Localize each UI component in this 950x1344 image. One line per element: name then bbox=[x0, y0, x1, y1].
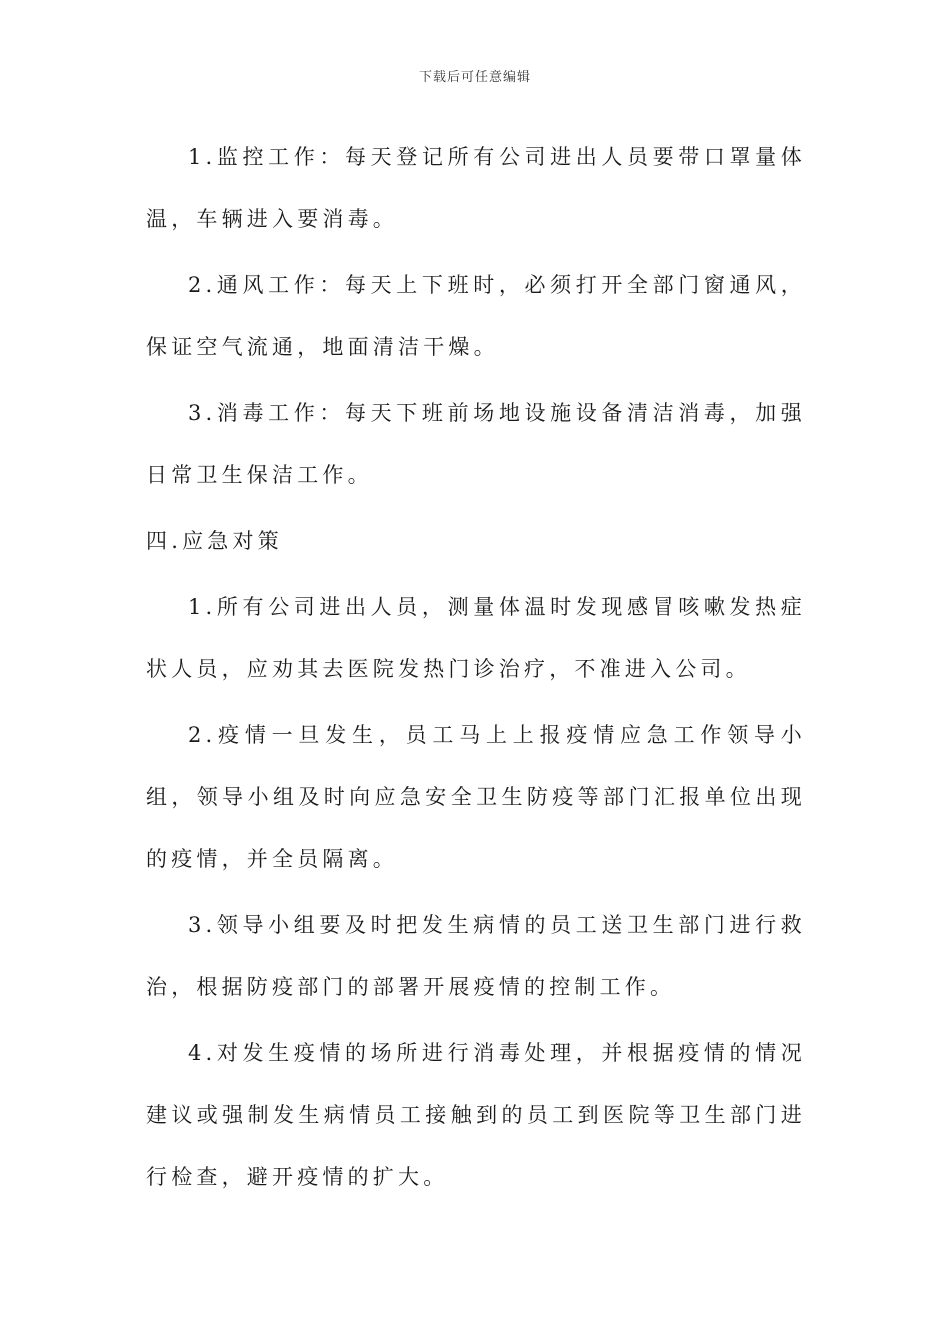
paragraph-monitoring: 1.监控工作：每天登记所有公司进出人员要带口罩量体温，车辆进入要消毒。 bbox=[146, 145, 806, 231]
paragraph-emergency-2: 2.疫情一旦发生，员工马上上报疫情应急工作领导小组，领导小组及时向应急安全卫生防疫等部门汇报单位出现的疫情，并全员隔离。 bbox=[146, 723, 806, 871]
document-body bbox=[146, 126, 806, 1212]
header-note: 下载后可任意编辑 bbox=[418, 70, 531, 85]
paragraph-ventilation: 2.通风工作：每天上下班时，必须打开全部门窗通风，保证空气流通，地面清洁干燥。 bbox=[146, 273, 806, 359]
paragraph-disinfection: 3.消毒工作：每天下班前场地设施设备清洁消毒，加强日常卫生保洁工作。 bbox=[146, 401, 806, 487]
paragraph-emergency-4: 4.对发生疫情的场所进行消毒处理，并根据疫情的情况建议或强制发生病情员工接触到的员工到医院等卫生部门进行检查，避开疫情的扩大。 bbox=[146, 1041, 806, 1189]
section-heading-emergency: 四.应急对策 bbox=[146, 529, 283, 553]
paragraph-emergency-1: 1.所有公司进出人员，测量体温时发现感冒咳嗽发热症状人员，应劝其去医院发热门诊治疗，不准进入公司。 bbox=[146, 595, 806, 681]
paragraph-emergency-3: 3.领导小组要及时把发生病情的员工送卫生部门进行救治，根据防疫部门的部署开展疫情的控制工作。 bbox=[146, 913, 806, 999]
